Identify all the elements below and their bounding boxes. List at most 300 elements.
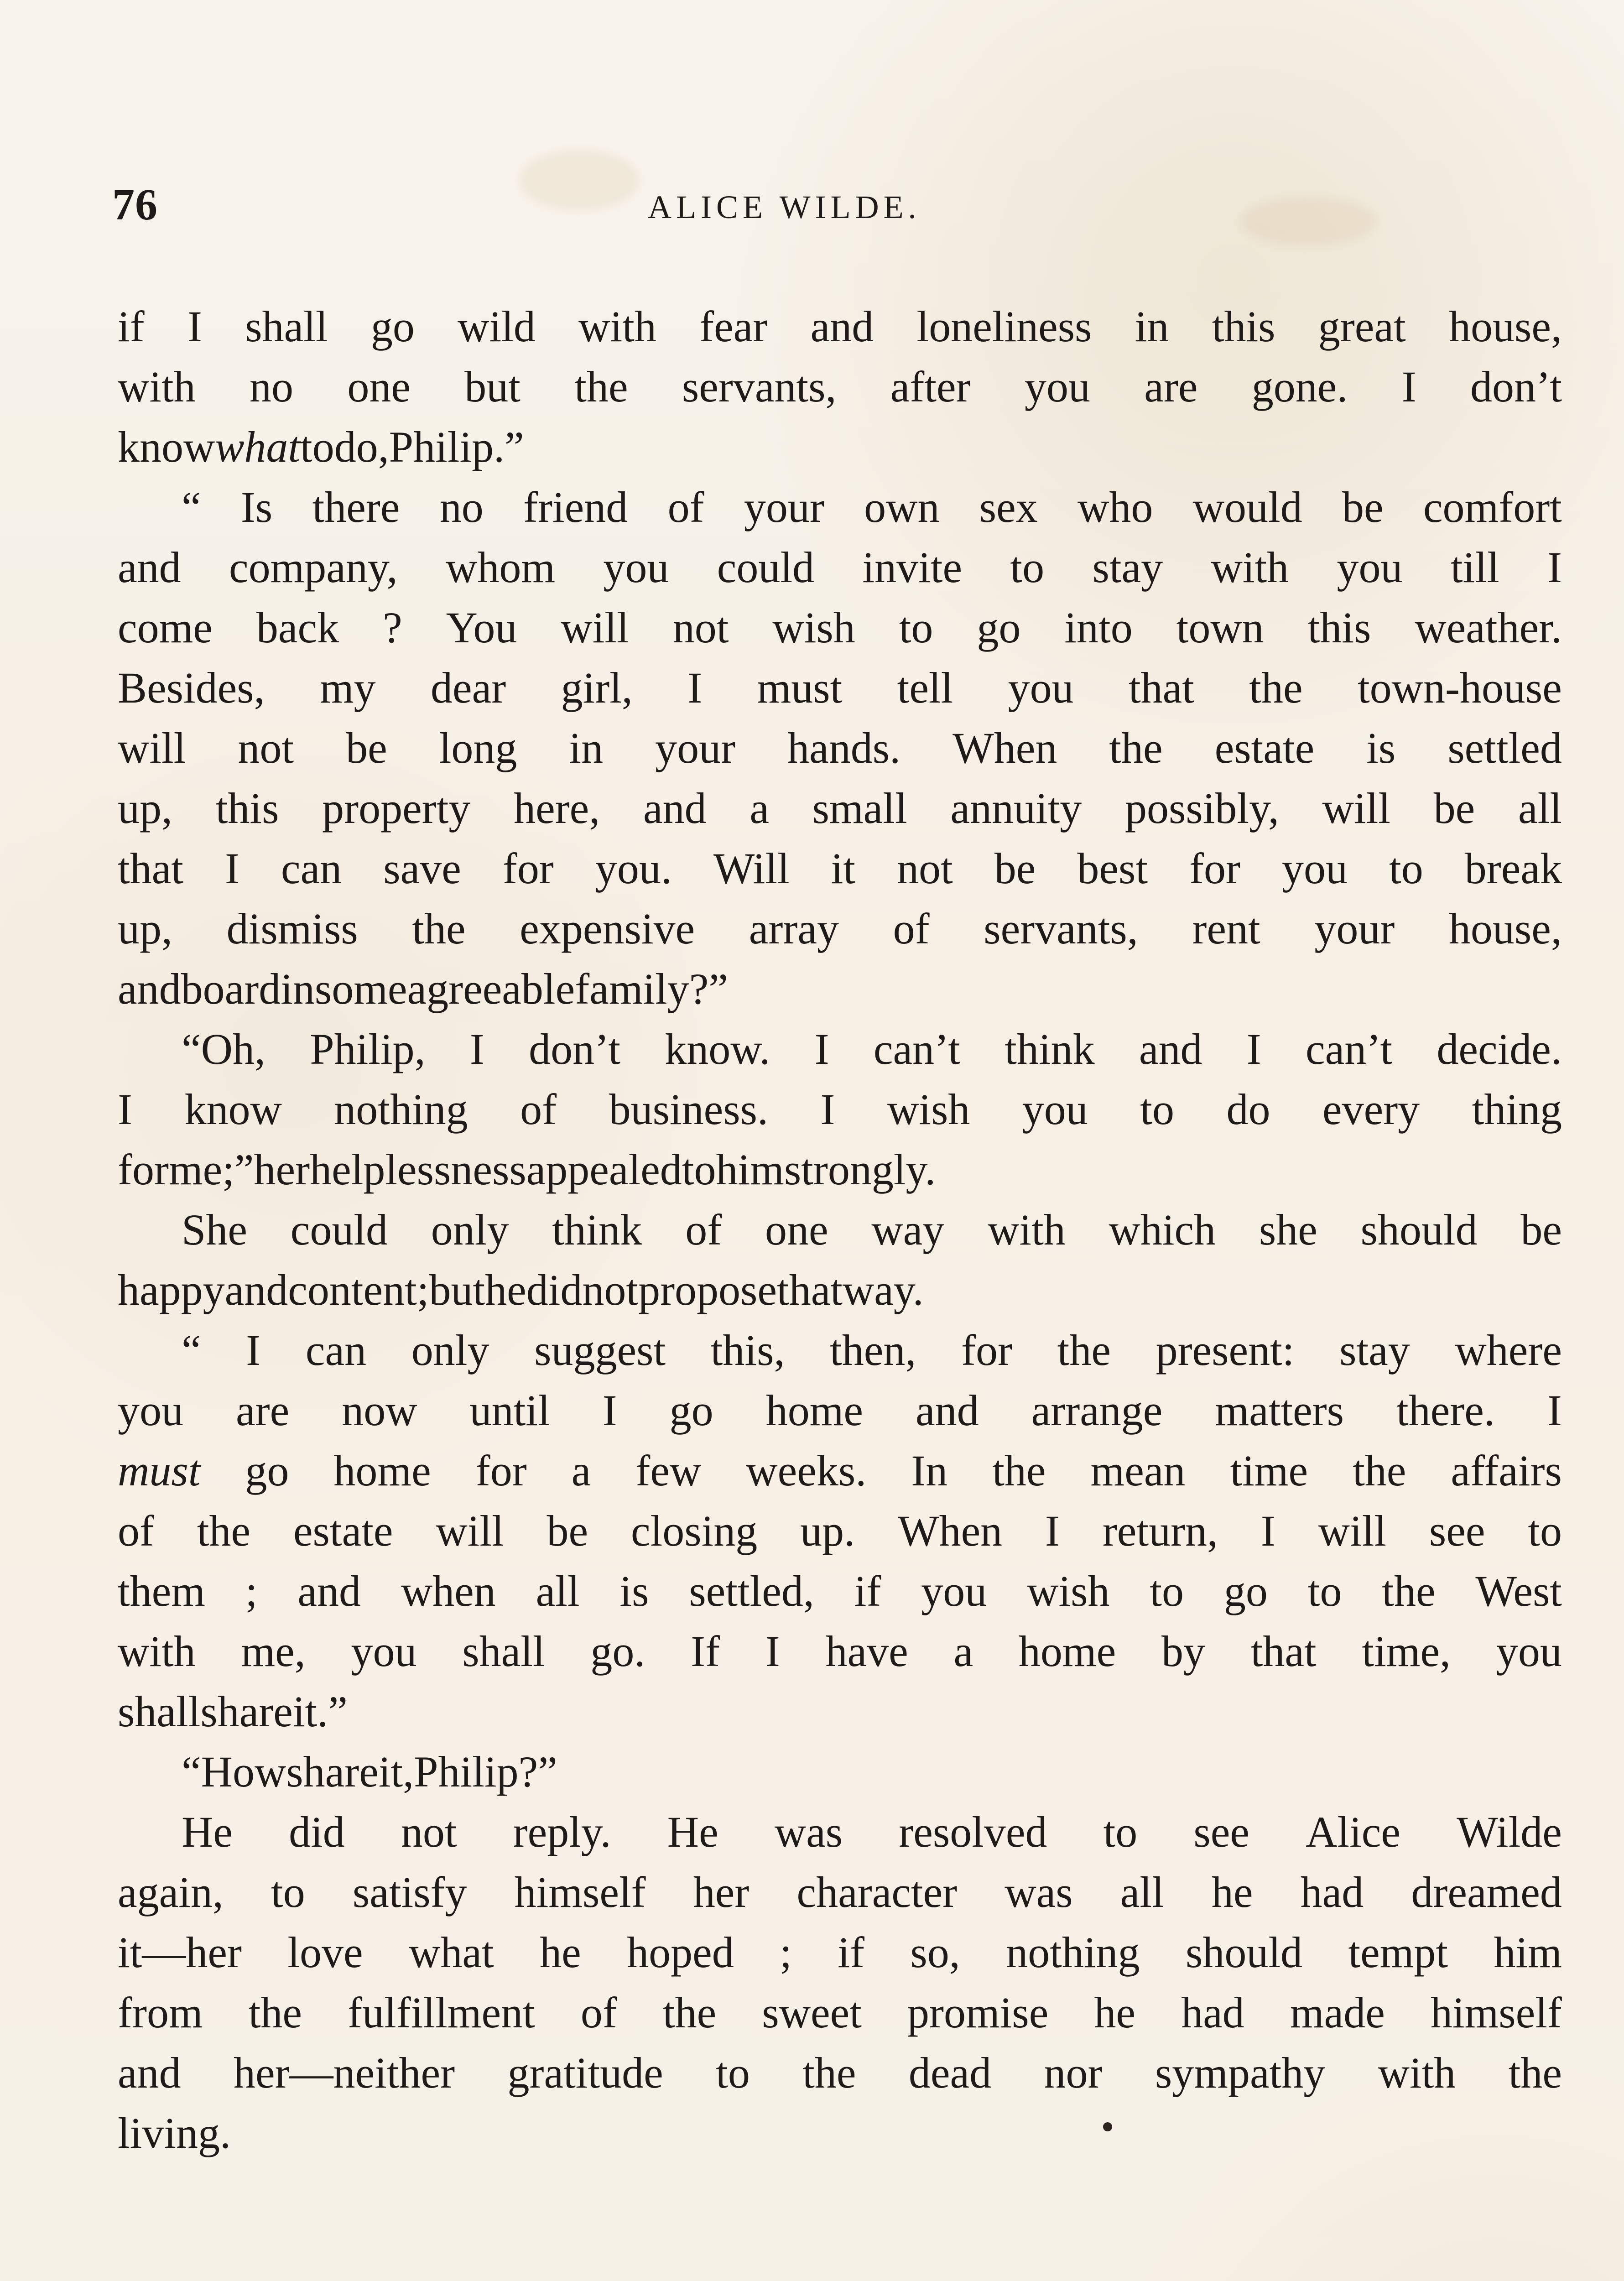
text-word: her—neither <box>234 2048 455 2097</box>
text-word: share <box>200 1687 293 1736</box>
text-word: back <box>256 603 339 652</box>
text-word: sweet <box>762 1988 862 2037</box>
text-word: don’t <box>1470 362 1562 411</box>
text-word: until <box>469 1386 550 1435</box>
text-word: town <box>1176 603 1264 652</box>
text-word: again, <box>118 1868 224 1916</box>
text-word: living. <box>118 2109 231 2157</box>
text-word: agreeable <box>407 964 575 1013</box>
text-word: he <box>485 1265 526 1314</box>
text-word: She <box>182 1205 247 1254</box>
text-word: that <box>118 844 183 893</box>
text-word: it, <box>378 1747 414 1796</box>
text-word: but <box>429 1265 485 1314</box>
text-word: sex <box>979 483 1038 531</box>
text-word: up, <box>118 904 172 953</box>
text-word: company, <box>229 543 398 592</box>
text-word: to <box>271 1868 305 1916</box>
text-word: till <box>1450 543 1499 592</box>
text-word: it—her <box>118 1928 242 1977</box>
text-word: do, <box>334 422 389 471</box>
text-word: suggest <box>534 1326 666 1375</box>
text-word: be <box>1342 483 1384 531</box>
text-word: nor <box>1044 2048 1103 2097</box>
text-word: one <box>765 1205 828 1254</box>
text-word: be <box>1433 784 1475 833</box>
text-word: resolved <box>899 1807 1047 1856</box>
ink-dot <box>1103 2122 1112 2131</box>
text-line <box>118 1501 1562 1561</box>
text-word: will <box>561 603 629 652</box>
text-word: himself <box>1430 1988 1562 2037</box>
text-word: ;” <box>222 1145 254 1194</box>
text-word: you <box>1008 663 1074 712</box>
text-word: could <box>717 543 815 592</box>
text-word: affairs <box>1451 1446 1562 1495</box>
text-word: to <box>716 2048 750 2097</box>
text-word: town-house <box>1357 663 1562 712</box>
text-word: I <box>814 1025 829 1073</box>
text-word: ; <box>245 1567 258 1615</box>
text-word: expensive <box>520 904 695 953</box>
text-word: but <box>464 362 521 411</box>
text-word: If <box>691 1627 720 1676</box>
text-word: shall <box>118 1687 201 1736</box>
text-word: girl, <box>561 663 633 712</box>
text-word: to <box>1150 1567 1184 1615</box>
text-word: fear <box>699 302 768 351</box>
text-word: then, <box>830 1326 916 1375</box>
text-word: go <box>370 302 415 351</box>
text-word: him <box>716 1145 784 1194</box>
text-word: come <box>118 603 213 652</box>
text-word: you <box>1022 1085 1088 1134</box>
text-word: home <box>765 1386 863 1435</box>
text-word: me, <box>241 1627 306 1676</box>
text-word: way. <box>842 1265 924 1314</box>
text-word: and <box>118 2048 181 2097</box>
text-word: see <box>1429 1506 1485 1555</box>
text-word: present: <box>1156 1326 1295 1375</box>
text-word: every <box>1322 1085 1420 1134</box>
text-word: to <box>899 603 933 652</box>
text-word: board <box>181 964 281 1013</box>
text-word: “Oh, <box>182 1025 265 1073</box>
text-word: do <box>1226 1085 1270 1134</box>
text-word: nothing <box>1006 1928 1140 1977</box>
text-word: all <box>1518 784 1562 833</box>
text-word: with <box>988 1205 1066 1254</box>
text-word: be <box>1520 1205 1562 1254</box>
text-word: wish <box>772 603 855 652</box>
text-word: home <box>1018 1627 1116 1676</box>
text-word: thing <box>1472 1085 1562 1134</box>
text-word: only <box>431 1205 509 1254</box>
text-word: hoped <box>627 1928 734 1977</box>
text-word: my <box>320 663 376 712</box>
text-word: the <box>1353 1446 1406 1495</box>
text-word: possibly, <box>1125 784 1279 833</box>
text-word: one <box>347 362 411 411</box>
text-word: gratitude <box>507 2048 663 2097</box>
text-word: comfort <box>1423 483 1562 531</box>
text-word: and <box>297 1567 361 1615</box>
text-word: stay <box>1092 543 1163 592</box>
text-line <box>118 2103 1562 2163</box>
text-word: few <box>635 1446 702 1495</box>
text-word: and <box>810 302 874 351</box>
text-word: you <box>921 1567 987 1615</box>
text-word: could <box>290 1205 388 1254</box>
text-word: weather. <box>1415 603 1562 652</box>
text-word: ?” <box>518 1747 557 1796</box>
text-word: go <box>1223 1567 1268 1615</box>
text-word: You <box>446 603 517 652</box>
text-word: and <box>224 1265 288 1314</box>
text-word: when <box>401 1567 496 1615</box>
text-word: there <box>312 483 400 531</box>
text-word: to <box>1528 1506 1562 1555</box>
text-word: all <box>536 1567 580 1615</box>
text-word: into <box>1064 603 1133 652</box>
text-word: what <box>409 1928 494 1977</box>
text-word: can <box>281 844 342 893</box>
text-word: and <box>643 784 707 833</box>
text-word: I <box>469 1025 484 1073</box>
text-word: should <box>1360 1205 1478 1254</box>
text-word: you <box>351 1627 417 1676</box>
text-word: did <box>526 1265 583 1314</box>
text-word: would <box>1192 483 1302 531</box>
text-word: her <box>254 1145 310 1194</box>
text-word: the <box>992 1446 1046 1495</box>
text-word: ; <box>416 1265 429 1314</box>
text-word: with <box>118 362 196 411</box>
text-word: this <box>215 784 279 833</box>
text-word: He <box>182 1807 233 1856</box>
text-word: see <box>1193 1807 1249 1856</box>
text-word: the <box>574 362 628 411</box>
text-word: should <box>1185 1928 1303 1977</box>
text-line <box>118 1682 1562 1742</box>
text-word: know <box>118 422 215 471</box>
text-line <box>118 477 1562 537</box>
text-word: this <box>1212 302 1275 351</box>
text-word: only <box>411 1326 489 1375</box>
text-word: West <box>1475 1567 1562 1615</box>
text-word: “ <box>182 1747 201 1796</box>
text-word: Is <box>240 483 273 531</box>
text-line <box>118 718 1562 778</box>
text-word: wish <box>1027 1567 1110 1615</box>
text-word: can <box>305 1326 367 1375</box>
text-word: he <box>1211 1868 1253 1916</box>
text-word: you <box>1024 362 1090 411</box>
text-word: not <box>897 844 953 893</box>
text-word: and <box>1139 1025 1202 1073</box>
text-word: appealed <box>526 1145 682 1194</box>
text-word: business. <box>609 1085 768 1134</box>
text-word: estate <box>293 1506 393 1555</box>
text-word: family <box>575 964 689 1013</box>
text-word: for <box>118 1145 169 1194</box>
text-word: I <box>820 1085 835 1134</box>
text-word: here, <box>514 784 600 833</box>
text-word: so, <box>910 1928 960 1977</box>
text-word: mean <box>1090 1446 1186 1495</box>
text-word: helplessness <box>310 1145 526 1194</box>
text-word: own <box>864 483 940 531</box>
text-word: some <box>314 964 407 1013</box>
text-word: wish <box>887 1085 970 1134</box>
text-word: that <box>777 1265 843 1314</box>
text-word: of <box>118 1506 154 1555</box>
text-word: go <box>977 603 1021 652</box>
text-word: all <box>1120 1868 1164 1916</box>
text-word: will <box>1318 1506 1387 1555</box>
text-word: strongly. <box>784 1145 936 1194</box>
text-word: made <box>1290 1988 1385 2037</box>
text-word: property <box>322 784 471 833</box>
text-word: wild <box>458 302 536 351</box>
text-word: Philip.” <box>389 422 524 471</box>
text-word: a <box>953 1627 973 1676</box>
text-word: be <box>547 1506 588 1555</box>
text-word: be <box>346 724 387 772</box>
text-word: I <box>765 1627 780 1676</box>
text-word: have <box>825 1627 908 1676</box>
text-line <box>118 1922 1562 1983</box>
text-word: he <box>1094 1988 1136 2037</box>
text-word: promise <box>907 1988 1049 2037</box>
text-word: Will <box>713 844 790 893</box>
text-word: not <box>582 1265 639 1314</box>
text-word: friend <box>523 483 628 531</box>
text-word: invite <box>862 543 963 592</box>
text-word: ? <box>383 603 402 652</box>
text-word: I <box>1045 1506 1060 1555</box>
text-word: stay <box>1339 1326 1410 1375</box>
text-word: “ <box>182 483 201 531</box>
text-word: ; <box>780 1928 792 1977</box>
text-word: reply. <box>513 1807 611 1856</box>
text-word: was <box>774 1807 843 1856</box>
text-word: is <box>619 1567 649 1615</box>
text-word: the <box>412 904 466 953</box>
text-word: time, <box>1362 1627 1451 1676</box>
text-word: no <box>250 362 293 411</box>
text-word: loneliness <box>916 302 1092 351</box>
text-word: character <box>796 1868 958 1916</box>
text-word: go. <box>590 1627 645 1676</box>
text-line <box>118 899 1562 959</box>
text-word: he <box>540 1928 581 1977</box>
text-word: for <box>1189 844 1240 893</box>
text-word: that <box>1128 663 1194 712</box>
text-word: way <box>871 1205 945 1254</box>
text-word: I <box>1547 543 1562 592</box>
text-word: him <box>1494 1928 1562 1977</box>
text-word: content <box>288 1265 417 1314</box>
text-word: love <box>287 1928 363 1977</box>
text-word: it.” <box>292 1687 348 1736</box>
text-word: the <box>248 1988 302 2037</box>
text-word: array <box>749 904 839 953</box>
text-word: go <box>669 1386 713 1435</box>
text-word: dreamed <box>1411 1868 1562 1916</box>
text-word: know. <box>665 1025 770 1073</box>
text-word: to <box>1103 1807 1138 1856</box>
text-word: this <box>1307 603 1371 652</box>
text-line <box>118 1621 1562 1682</box>
text-word: annuity <box>950 784 1082 833</box>
text-word: to <box>1389 844 1423 893</box>
text-word: will <box>118 724 186 772</box>
text-word: and <box>118 543 181 592</box>
text-word: know <box>184 1085 282 1134</box>
text-word: to <box>1307 1567 1342 1615</box>
text-word: them <box>118 1567 205 1615</box>
text-word: you <box>118 1386 183 1435</box>
text-line <box>118 959 1562 1019</box>
text-line <box>118 1441 1562 1501</box>
text-word: sympathy <box>1155 2048 1326 2097</box>
text-word: whom <box>446 543 556 592</box>
running-head: ALICE WILDE. <box>648 189 921 225</box>
text-word: in <box>1135 302 1169 351</box>
text-word: “ <box>182 1326 201 1375</box>
text-word: to <box>1140 1085 1174 1134</box>
text-word: settled <box>1447 724 1562 772</box>
text-line <box>118 1862 1562 1922</box>
text-word: from <box>118 1988 203 2037</box>
text-word: if <box>838 1928 864 1977</box>
text-word: with <box>1211 543 1289 592</box>
text-word: When <box>897 1506 1003 1555</box>
text-word: to <box>682 1145 716 1194</box>
text-line <box>118 1079 1562 1140</box>
text-word: Besides, <box>118 663 265 712</box>
text-line <box>118 1380 1562 1441</box>
text-word: of <box>667 483 704 531</box>
text-line <box>118 1561 1562 1621</box>
text-line <box>118 1200 1562 1260</box>
text-word: of <box>685 1205 722 1254</box>
text-word: satisfy <box>352 1868 467 1916</box>
text-word: did <box>289 1807 345 1856</box>
text-word: fulfillment <box>348 1988 535 2037</box>
text-word: it <box>831 844 855 893</box>
text-word: you <box>603 543 669 592</box>
text-word: Philip <box>414 1747 519 1796</box>
text-line <box>118 1742 1562 1802</box>
text-word: small <box>812 784 907 833</box>
text-word: servants, <box>984 904 1138 953</box>
text-word: not <box>238 724 294 772</box>
text-word: In <box>911 1446 948 1495</box>
text-line <box>118 1802 1562 1862</box>
text-word: the <box>1508 2048 1562 2097</box>
text-line <box>118 1140 1562 1200</box>
text-word: be <box>994 844 1036 893</box>
text-word: in <box>281 964 315 1013</box>
text-word: to <box>300 422 334 471</box>
text-word: by <box>1161 1627 1205 1676</box>
text-word: himself <box>514 1868 646 1916</box>
text-word: her <box>693 1868 750 1916</box>
text-line <box>118 417 1562 477</box>
text-word: share <box>286 1747 379 1796</box>
text-word: up, <box>118 784 172 833</box>
text-word: will <box>1322 784 1390 833</box>
text-word: you. <box>595 844 672 893</box>
text-word: which <box>1109 1205 1216 1254</box>
text-word: weeks. <box>746 1446 867 1495</box>
text-word: dear <box>431 663 506 712</box>
text-word: the <box>802 2048 856 2097</box>
text-word: tempt <box>1348 1928 1448 1977</box>
text-word: matters <box>1215 1386 1344 1435</box>
text-word: is <box>1366 724 1396 772</box>
text-line <box>118 357 1562 417</box>
text-word: I <box>224 844 239 893</box>
text-word: and <box>118 964 181 1013</box>
text-word: now <box>342 1386 417 1435</box>
text-line <box>118 1983 1562 2043</box>
text-word: Philip, <box>310 1025 426 1073</box>
text-word: don’t <box>529 1025 621 1073</box>
text-word: me <box>168 1145 223 1194</box>
text-word: propose <box>638 1265 777 1314</box>
text-line <box>118 1320 1562 1380</box>
text-word: you <box>1282 844 1348 893</box>
text-word: with <box>1378 2048 1456 2097</box>
text-word: can’t <box>1305 1025 1393 1073</box>
text-word: are <box>1144 362 1198 411</box>
text-word: I <box>1401 362 1416 411</box>
text-word: for <box>502 844 554 893</box>
text-word: was <box>1005 1868 1073 1916</box>
text-word: hands. <box>787 724 901 772</box>
text-word: with <box>118 1627 196 1676</box>
text-word: your <box>1314 904 1395 953</box>
text-word: save <box>383 844 461 893</box>
text-word: shall <box>245 302 328 351</box>
text-word: that <box>1250 1627 1317 1676</box>
text-word: closing <box>630 1506 758 1555</box>
text-word: break <box>1464 844 1562 893</box>
text-word: of <box>520 1085 557 1134</box>
text-word: the <box>662 1988 717 2037</box>
text-word: had <box>1181 1988 1244 2037</box>
text-word: for <box>961 1326 1012 1375</box>
text-word: How <box>201 1747 286 1796</box>
text-word: after <box>890 362 971 411</box>
text-word: not <box>672 603 729 652</box>
text-word: not <box>401 1807 457 1856</box>
text-word: must <box>757 663 843 712</box>
text-line <box>118 1260 1562 1320</box>
text-word: gone. <box>1251 362 1348 411</box>
text-word: house, <box>1448 904 1562 953</box>
text-word: the <box>1382 1567 1436 1615</box>
text-word: had <box>1300 1868 1364 1916</box>
text-word: the <box>197 1506 251 1555</box>
text-word: this, <box>710 1326 785 1375</box>
text-line <box>118 838 1562 899</box>
text-word: who <box>1077 483 1153 531</box>
text-word: up. <box>800 1506 855 1555</box>
